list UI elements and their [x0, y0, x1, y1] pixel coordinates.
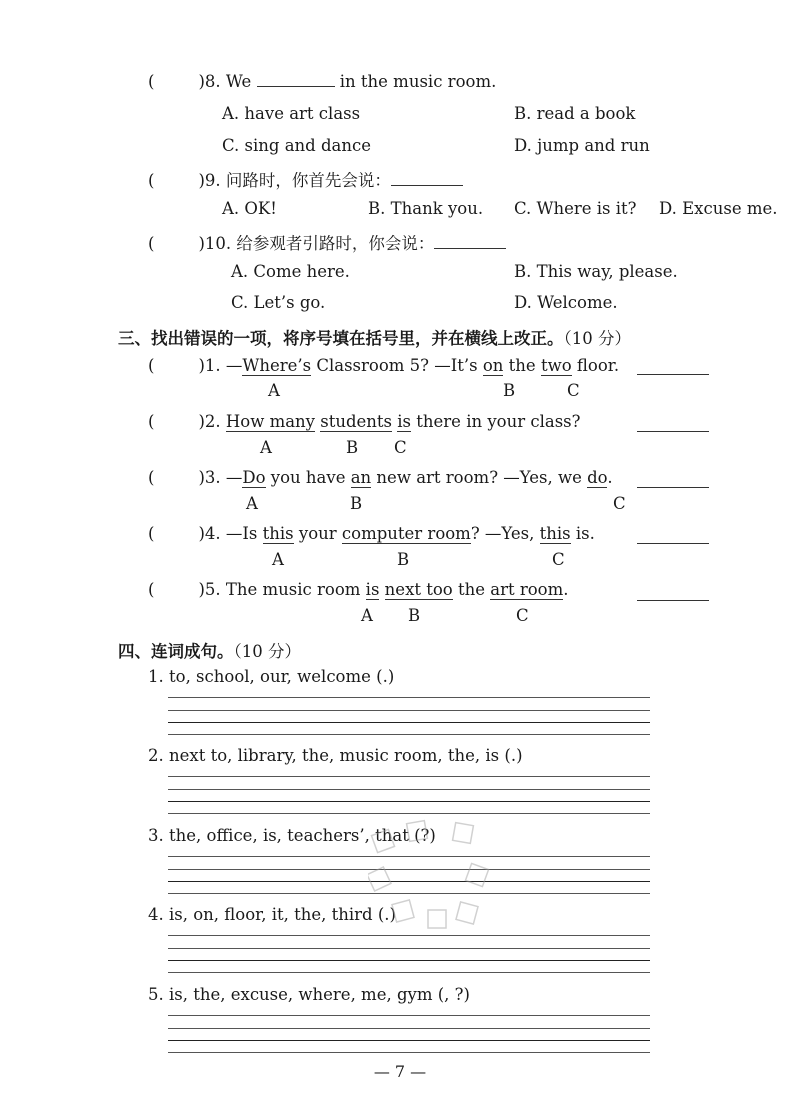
p4-q2-number: 2.: [148, 746, 164, 765]
p3-q1-option-c: two: [540, 356, 572, 375]
p4-q1-writing-line-1[interactable]: [168, 697, 650, 698]
watermark-stamp: [368, 818, 508, 938]
q10-blank[interactable]: [434, 234, 506, 249]
p3-q4-option-a: this: [262, 524, 294, 543]
p4-q5-number: 5.: [148, 985, 164, 1004]
p3-q2-number: 2.: [204, 412, 221, 431]
p3-q1-number: 1.: [204, 356, 221, 375]
p3-q1-text: the: [503, 356, 541, 375]
p3-q3-option-c: do: [587, 468, 608, 487]
p3-q5-text: .: [563, 580, 569, 599]
p4-q4: [148, 905, 396, 924]
p3-q2: [148, 412, 581, 431]
p3-q2-letter-b: B: [346, 438, 359, 457]
p3-q1-option-a: Where’s: [242, 356, 312, 375]
part3-points: （10 分）: [563, 329, 631, 348]
p3-q1-paren-close: ): [198, 356, 205, 375]
p3-q3-number: 3.: [204, 468, 221, 487]
part4-title: 四、连词成句。: [118, 642, 234, 661]
p3-q5-letter-c: C: [516, 606, 529, 625]
p4-q5-writing-line-1[interactable]: [168, 1015, 650, 1016]
p3-q4-answer-line[interactable]: [637, 543, 709, 544]
q9-number: 9.: [204, 171, 221, 190]
q8-option-d: D. jump and run: [514, 136, 650, 155]
p3-q1-text: —: [225, 356, 243, 375]
p3-q3-letter-b: B: [350, 494, 363, 513]
q8-option-c: C. sing and dance: [222, 136, 372, 155]
p3-q3: [148, 468, 613, 487]
p3-q3-answer-line[interactable]: [637, 487, 709, 488]
q10-paren-open: (: [148, 234, 155, 253]
q8-text-pre: We: [225, 72, 252, 91]
p3-q5-number: 5.: [204, 580, 221, 599]
p3-q5-answer-line[interactable]: [637, 600, 709, 601]
p4-q1-text: to, school, our, welcome (.): [169, 667, 395, 686]
p3-q5: [148, 580, 569, 599]
p3-q4-letter-a: A: [272, 550, 284, 569]
p3-q4: [148, 524, 595, 543]
p4-q5-writing-line-3[interactable]: [168, 1040, 650, 1041]
p3-q2-option-c: is: [397, 412, 412, 431]
p3-q3-letter-a: A: [246, 494, 258, 513]
q9-paren-close: ): [198, 171, 205, 190]
p3-q5-text: [379, 580, 384, 599]
p4-q5-text: is, the, excuse, where, me, gym (, ?): [169, 985, 470, 1004]
p4-q2-writing-line-1[interactable]: [168, 776, 650, 777]
p3-q5-text: The music room: [225, 580, 366, 599]
p3-q2-paren-open: (: [148, 412, 155, 431]
q9-stem: [148, 167, 463, 191]
p3-q2-letter-c: C: [394, 438, 407, 457]
q10-option-d: D. Welcome.: [514, 293, 618, 312]
p3-q1-text: Classroom 5? —It’s: [311, 356, 483, 375]
q8-stem: [148, 72, 496, 91]
q8-paren-close: ): [198, 72, 205, 91]
p4-q1-number: 1.: [148, 667, 164, 686]
q8-paren-open: (: [148, 72, 155, 91]
p3-q3-text: —: [225, 468, 243, 487]
q10-text: 给参观者引路时，你会说：: [236, 234, 435, 253]
p3-q5-letter-a: A: [361, 606, 373, 625]
p4-q1-writing-line-4[interactable]: [168, 734, 650, 735]
q10-number: 10.: [204, 234, 232, 253]
p3-q4-text: ? —Yes,: [470, 524, 540, 543]
p3-q1-letter-b: B: [503, 381, 516, 400]
p3-q2-answer-line[interactable]: [637, 431, 709, 432]
p4-q4-number: 4.: [148, 905, 164, 924]
p4-q1: [148, 667, 394, 686]
q8-text-post: in the music room.: [339, 72, 497, 91]
p3-q5-paren-open: (: [148, 580, 155, 599]
p3-q4-text: —Is: [225, 524, 263, 543]
p4-q3-number: 3.: [148, 826, 164, 845]
q9-paren-open: (: [148, 171, 155, 190]
p3-q2-option-a: How many: [225, 412, 315, 431]
p4-q2-writing-line-4[interactable]: [168, 813, 650, 814]
p3-q2-option-b: students: [320, 412, 393, 431]
p3-q3-paren-close: ): [198, 468, 205, 487]
p3-q3-paren-open: (: [148, 468, 155, 487]
p3-q4-text: your: [293, 524, 342, 543]
p3-q4-letter-b: B: [397, 550, 410, 569]
p4-q4-writing-line-3[interactable]: [168, 960, 650, 961]
part3-heading: [118, 325, 631, 349]
part3-title: 三、找出错误的一项，将序号填在括号里，并在横线上改正。: [118, 329, 564, 348]
p4-q2: [148, 746, 523, 765]
page-number: — 7 —: [373, 1062, 427, 1081]
p3-q1-letter-c: C: [567, 381, 580, 400]
p4-q4-writing-line-4[interactable]: [168, 972, 650, 973]
q10-stem: [148, 230, 506, 254]
p3-q5-option-b: next too: [384, 580, 453, 599]
q9-blank[interactable]: [391, 171, 463, 186]
p4-q4-text: is, on, floor, it, the, third (.): [169, 905, 396, 924]
q9-option-d: D. Excuse me.: [659, 199, 778, 218]
q10-option-c: C. Let’s go.: [231, 293, 326, 312]
q9-option-a: A. OK!: [222, 199, 277, 218]
p3-q4-option-c: this: [539, 524, 571, 543]
q10-option-a: A. Come here.: [231, 262, 350, 281]
p3-q2-text: there in your class?: [411, 412, 581, 431]
p3-q5-option-a: is: [365, 580, 380, 599]
p3-q3-text: you have: [265, 468, 351, 487]
q8-option-a: A. have art class: [222, 104, 361, 123]
p3-q1-option-b: on: [482, 356, 504, 375]
p3-q5-text: the: [452, 580, 491, 599]
p3-q4-text: is.: [570, 524, 595, 543]
q8-number: 8.: [204, 72, 221, 91]
p3-q3-text: new art room? —Yes, we: [371, 468, 588, 487]
p3-q2-letter-a: A: [260, 438, 272, 457]
p3-q3-option-b: an: [350, 468, 372, 487]
p4-q5-writing-line-4[interactable]: [168, 1052, 650, 1053]
p3-q3-letter-c: C: [613, 494, 626, 513]
p3-q5-letter-b: B: [408, 606, 421, 625]
q8-blank[interactable]: [257, 72, 335, 87]
p4-q2-writing-line-2[interactable]: [168, 789, 650, 790]
p3-q4-letter-c: C: [552, 550, 565, 569]
p3-q3-text: .: [607, 468, 613, 487]
p3-q1-paren-open: (: [148, 356, 155, 375]
p3-q1-letter-a: A: [268, 381, 280, 400]
p3-q4-paren-close: ): [198, 524, 205, 543]
p4-q2-text: next to, library, the, music room, the, is (.): [169, 746, 523, 765]
q9-option-c: C. Where is it?: [514, 199, 637, 218]
p3-q4-paren-open: (: [148, 524, 155, 543]
p3-q1: [148, 356, 619, 375]
q9-text: 问路时，你首先会说：: [225, 171, 391, 190]
q8-option-b: B. read a book: [514, 104, 636, 123]
part4-points: （10 分）: [233, 642, 301, 661]
p3-q4-number: 4.: [204, 524, 221, 543]
p4-q4-writing-line-2[interactable]: [168, 948, 650, 949]
p3-q5-paren-close: ): [198, 580, 205, 599]
p3-q1-answer-line[interactable]: [637, 374, 709, 375]
p4-q1-writing-line-2[interactable]: [168, 710, 650, 711]
p3-q5-option-c: art room: [490, 580, 564, 599]
p4-q2-writing-line-3[interactable]: [168, 801, 650, 802]
p3-q4-option-b: computer room: [341, 524, 471, 543]
p3-q1-text: floor.: [571, 356, 620, 375]
p4-q5-writing-line-2[interactable]: [168, 1028, 650, 1029]
p4-q5: [148, 985, 470, 1004]
p3-q3-option-a: Do: [242, 468, 266, 487]
part4-heading: [118, 638, 301, 662]
p4-q3-text: the, office, is, teachers’, that (?): [169, 826, 436, 845]
q10-paren-close: ): [198, 234, 205, 253]
p4-q1-writing-line-3[interactable]: [168, 722, 650, 723]
p3-q2-paren-close: ): [198, 412, 205, 431]
q9-option-b: B. Thank you.: [368, 199, 484, 218]
q10-option-b: B. This way, please.: [514, 262, 678, 281]
